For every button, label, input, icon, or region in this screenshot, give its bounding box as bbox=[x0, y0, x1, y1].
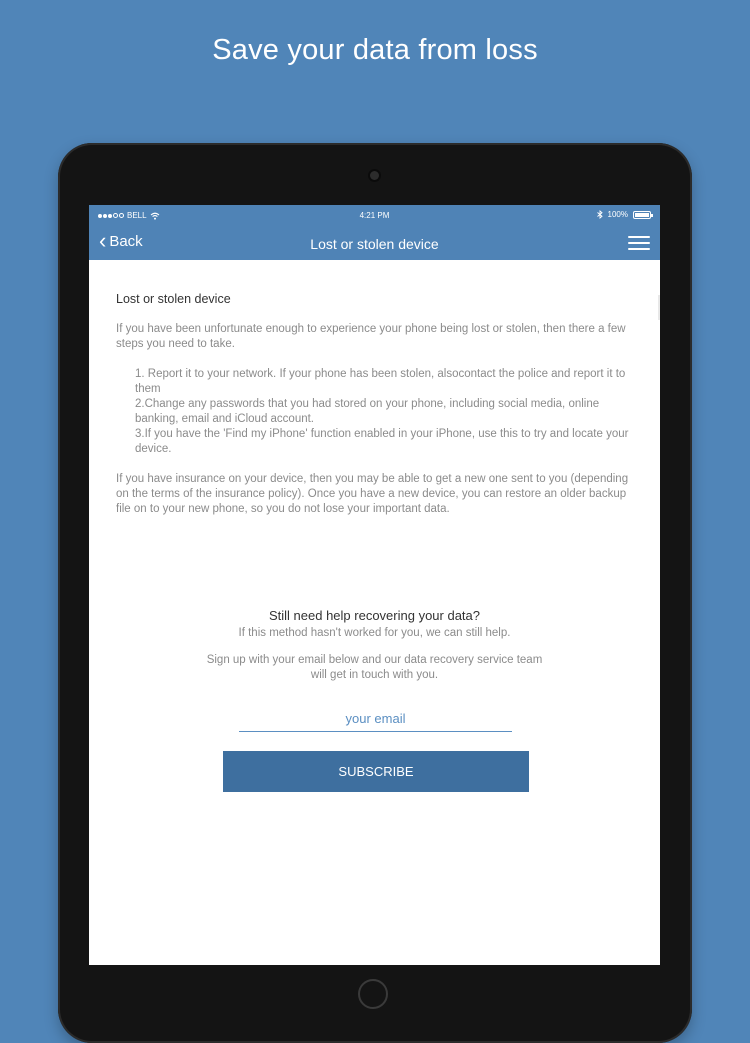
list-item: 2.Change any passwords that you had stored on your phone, including social media, online banking, email and iCloud account. bbox=[135, 398, 600, 425]
back-label: Back bbox=[109, 233, 143, 250]
steps-list bbox=[135, 367, 637, 457]
scrollbar[interactable] bbox=[658, 295, 660, 320]
status-time: 4:21 PM bbox=[359, 211, 390, 220]
app-screen bbox=[89, 205, 660, 965]
camera-icon bbox=[370, 171, 379, 180]
battery-icon bbox=[633, 211, 651, 219]
article-title: Lost or stolen device bbox=[116, 292, 231, 306]
article-intro: If you have been unfortunate enough to experience your phone being lost or stolen, then there a few steps you need to take. bbox=[116, 323, 626, 350]
home-button[interactable] bbox=[358, 979, 388, 1009]
promo-headline: Save your data from loss bbox=[212, 34, 538, 66]
status-right bbox=[597, 210, 651, 219]
hamburger-menu-icon[interactable] bbox=[628, 236, 650, 252]
nav-bar bbox=[89, 227, 660, 260]
carrier-label: BELL bbox=[127, 211, 147, 220]
help-description: Sign up with your email below and our data recovery service team will get in touch with you. bbox=[206, 654, 543, 681]
page-title: Lost or stolen device bbox=[310, 236, 439, 252]
tablet-frame bbox=[58, 143, 692, 1043]
help-subheading: If this method hasn't worked for you, we can still help. bbox=[238, 627, 511, 639]
article-outro: If you have insurance on your device, then you may be able to get a new one sent to you (depending on the terms of the insurance policy). Once you have a new device, you can restore an older backup file on to your new phone, so you do not lose your important data. bbox=[116, 473, 629, 515]
subscribe-button[interactable]: SUBSCRIBE bbox=[223, 751, 529, 792]
list-item: 1. Report it to your network. If your phone has been stolen, alsocontact the police and report it to them bbox=[135, 368, 626, 395]
help-section bbox=[89, 608, 660, 683]
email-field[interactable] bbox=[239, 705, 512, 732]
battery-percent: 100% bbox=[607, 210, 628, 219]
bluetooth-icon bbox=[597, 210, 603, 219]
chevron-left-icon: ‹ bbox=[99, 227, 107, 253]
status-bar bbox=[89, 205, 660, 227]
content-area bbox=[89, 260, 660, 965]
list-item: 3.If you have the 'Find my iPhone' function enabled in your iPhone, use this to try and locate your device. bbox=[135, 428, 629, 455]
help-heading: Still need help recovering your data? bbox=[268, 608, 481, 623]
